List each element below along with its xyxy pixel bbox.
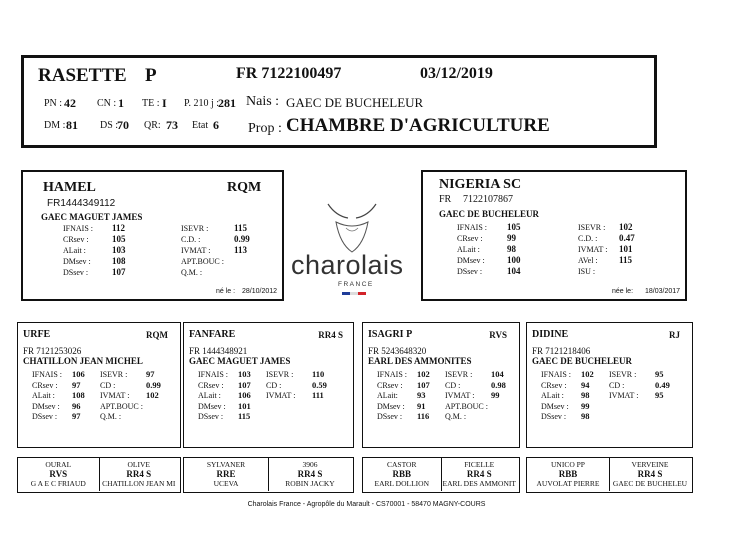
grandparent-stat-value: 101 — [238, 400, 251, 411]
dam-born-label: née le: — [612, 288, 634, 295]
sire-stat-value: 108 — [112, 256, 126, 266]
grandparent-stat-label: IFNAIS : — [32, 370, 63, 379]
animal-id: FR 7122100497 — [236, 65, 342, 82]
animal-header — [21, 55, 657, 148]
dam-stat-value: 101 — [619, 244, 633, 254]
sire-id: FR1444349112 — [47, 198, 116, 209]
grandparent-stat-value: 102 — [581, 369, 594, 379]
dam-breeder: GAEC DE BUCHELEUR — [439, 209, 540, 219]
great-grandparent-breeder: AUVOLAT PIERRE — [536, 479, 600, 488]
great-grandparent-cell — [527, 460, 609, 488]
grandparent-stat-label: IFNAIS : — [198, 370, 229, 379]
dam-born: 18/03/2017 — [645, 288, 681, 295]
te-value: I — [162, 96, 167, 110]
grandparent-card — [362, 322, 520, 448]
grandparent-breeder: GAEC DE BUCHELEUR — [532, 356, 633, 366]
grandparent-stat-value: 97 — [72, 379, 81, 390]
great-grandparent-cell — [268, 460, 352, 488]
sire-born: 28/10/2012 — [242, 288, 278, 295]
great-grandparent-cell — [99, 460, 180, 488]
ds-value: 70 — [117, 118, 129, 132]
grandparent-stat-label: ISEVR : — [266, 370, 294, 379]
sire-stat-label: DMsev : — [63, 257, 91, 266]
great-grandparent-rating: RBB — [392, 469, 411, 479]
grandparent-stat-value: 95 — [655, 390, 664, 400]
grandparent-id: FR 1444348921 — [189, 346, 248, 356]
grandparent-stat-value: 95 — [655, 369, 664, 379]
grandparent-stat-label: DSsev : — [198, 412, 224, 421]
grandparent-stat-label: CD : — [609, 380, 625, 390]
great-grandparent-name: UNICO PP — [551, 460, 585, 469]
great-grandparent-cell — [441, 460, 519, 488]
dam-stat-label: AVel : — [578, 256, 598, 265]
grandparent-stat-label: ISEVR : — [445, 370, 473, 379]
grandparent-stat-label: CRsev : — [541, 380, 567, 390]
grandparent-breeder: GAEC MAGUET JAMES — [189, 356, 291, 366]
grandparent-stat-value: 99 — [491, 390, 500, 400]
grandparent-stat-label: DMsev : — [377, 401, 405, 411]
grandparent-stat-value: 107 — [238, 379, 251, 390]
prop-label: Prop : — [248, 121, 282, 136]
grandparent-stat-label: APT.BOUC : — [100, 401, 143, 411]
sire-stat-label: APT.BOUC : — [181, 257, 224, 266]
grandparent-stat-value: 103 — [238, 369, 251, 379]
sire-stat-label: Q.M. : — [181, 268, 203, 277]
grandparent-rating: RJ — [669, 330, 680, 340]
dam-stat-label: CRsev : — [457, 234, 483, 243]
animal-sex: P — [145, 65, 157, 86]
ds-label: DS : — [100, 120, 119, 131]
sire-stat-value: 115 — [234, 223, 248, 233]
grandparent-stat-value: 93 — [417, 390, 426, 400]
grandparent-name: DIDINE — [532, 329, 569, 340]
great-grandparent-rating: RVS — [49, 469, 68, 479]
grandparent-rating: RR4 S — [318, 330, 343, 340]
dam-stat-label: IFNAIS : — [457, 223, 488, 232]
grandparent-stat-value: 99 — [581, 400, 590, 411]
dam-stat-label: ISEVR : — [578, 223, 606, 232]
pn-value: 42 — [64, 96, 76, 110]
sire-born-label: né le : — [216, 288, 236, 295]
grandparent-stat-label: CD : — [100, 380, 116, 390]
grandparent-stat-label: IVMAT : — [609, 391, 639, 400]
great-grandparent-name: CASTOR — [387, 460, 417, 469]
sire-stat-value: 105 — [112, 234, 126, 244]
grandparent-stat-value: 0.99 — [146, 379, 161, 390]
p210-label: P. 210 j : — [184, 98, 220, 109]
great-grandparent-cell — [609, 460, 691, 488]
dam-stat-value: 115 — [619, 255, 633, 265]
grandparent-stat-label: IFNAIS : — [377, 370, 408, 379]
grandparent-stat-label: IFNAIS : — [541, 370, 572, 379]
great-grandparent-cell — [18, 460, 99, 488]
grandparent-stat-value: 107 — [417, 379, 430, 390]
grandparent-stat-value: 0.49 — [655, 379, 670, 390]
sire-stat-value: 103 — [112, 245, 126, 255]
dam-stat-value: 104 — [507, 266, 521, 276]
sire-stat-label: IVMAT : — [181, 246, 211, 255]
grandparent-stat-value: 110 — [312, 369, 325, 379]
grandparent-stat-value: 108 — [72, 390, 85, 400]
great-grandparent-rating: RBB — [558, 469, 578, 479]
grandparent-name: FANFARE — [189, 329, 236, 340]
flag-stripe-icon — [342, 292, 366, 295]
grandparent-stat-label: APT.BOUC : — [445, 401, 488, 411]
dm-label: DM : — [44, 120, 66, 131]
dam-card — [421, 170, 687, 301]
dam-name: NIGERIA SC — [439, 177, 522, 192]
sire-stat-label: ISEVR : — [181, 224, 209, 233]
logo-country: FRANCE — [338, 281, 374, 288]
grandparent-stat-label: ALait : — [541, 391, 564, 400]
grandparent-stat-value: 0.98 — [491, 379, 506, 390]
grandparent-card — [183, 322, 354, 448]
great-grandparent-pair — [526, 457, 693, 493]
dam-stat-label: C.D. : — [578, 234, 598, 243]
dam-id-prefix: FR — [439, 194, 452, 205]
grandparent-stat-label: DMsev : — [198, 401, 226, 411]
dam-stat-label: IVMAT : — [578, 245, 608, 254]
grandparent-stat-label: ALait: — [377, 391, 398, 400]
grandparent-stat-value: 98 — [581, 411, 590, 421]
grandparent-id: FR 7121253026 — [23, 346, 82, 356]
sire-stat-value: 107 — [112, 267, 126, 277]
grandparent-stat-value: 104 — [491, 369, 504, 379]
charolais-logo — [290, 198, 414, 298]
sire-name: HAMEL — [43, 180, 96, 195]
grandparent-stat-label: ALait : — [32, 391, 55, 400]
dam-stat-label: DSsev : — [457, 267, 483, 276]
grandparent-rating: RVS — [489, 330, 507, 340]
grandparent-stat-value: 106 — [72, 369, 85, 379]
great-grandparent-pair — [183, 457, 354, 493]
great-grandparent-rating: RR4 S — [297, 469, 323, 479]
prop-value: CHAMBRE D'AGRICULTURE — [286, 115, 550, 136]
pn-label: PN : — [44, 98, 63, 109]
dam-stat-label: ALait : — [457, 245, 480, 254]
cn-value: 1 — [118, 96, 124, 110]
great-grandparent-name: 3906 — [302, 460, 318, 469]
grandparent-card — [17, 322, 181, 448]
grandparent-stat-value: 94 — [581, 379, 590, 390]
great-grandparent-breeder: GAEC DE BUCHELEU — [612, 479, 688, 488]
grandparent-stat-label: Q.M. : — [445, 412, 467, 421]
grandparent-card — [526, 322, 693, 448]
grandparent-stat-label: ISEVR : — [609, 370, 637, 379]
grandparent-stat-label: IVMAT : — [266, 391, 296, 400]
great-grandparent-cell — [184, 460, 268, 488]
dam-stat-value: 100 — [507, 255, 521, 265]
great-grandparent-name: OURAL — [45, 460, 72, 469]
grandparent-stat-label: DSsev : — [377, 412, 403, 421]
dam-stat-value: 102 — [619, 222, 633, 232]
sire-rating: RQM — [227, 180, 262, 195]
sire-stat-value: 113 — [234, 245, 248, 255]
great-grandparent-rating: RR4 S — [637, 469, 663, 479]
grandparent-stat-label: CRsev : — [377, 380, 403, 390]
grandparent-stat-label: ISEVR : — [100, 370, 128, 379]
grandparent-stat-value: 0.59 — [312, 379, 327, 390]
great-grandparent-breeder: CHATILLON JEAN MI — [102, 479, 176, 488]
grandparent-stat-value: 96 — [72, 400, 81, 411]
great-grandparent-cell — [363, 460, 441, 488]
dam-id: 7122107867 — [463, 194, 513, 205]
dam-stat-label: DMsev : — [457, 256, 485, 265]
great-grandparent-pair — [17, 457, 181, 493]
grandparent-stat-label: CD : — [445, 380, 461, 390]
dam-stat-value: 98 — [507, 244, 516, 254]
grandparent-stat-value: 102 — [146, 390, 159, 400]
te-label: TE : — [142, 98, 160, 109]
grandparent-stat-label: CD : — [266, 380, 282, 390]
qr-label: QR: — [144, 120, 161, 131]
great-grandparent-name: SYLVANER — [206, 460, 246, 469]
dam-stat-value: 0.47 — [619, 233, 635, 243]
great-grandparent-rating: RR4 S — [126, 469, 152, 479]
sire-stat-label: ALait : — [63, 246, 86, 255]
etat-label: Etat — [192, 120, 209, 131]
great-grandparent-name: VERVEINE — [631, 460, 669, 469]
sire-card — [21, 170, 284, 301]
cn-label: CN : — [97, 98, 117, 109]
great-grandparent-rating: RR4 S — [466, 469, 492, 479]
footer-address: Charolais France - Agropôle du Marault - CS70001 - 58470 MAGNY-COURS — [247, 501, 486, 508]
qr-value: 73 — [166, 118, 178, 132]
grandparent-stat-value: 116 — [417, 411, 430, 421]
grandparent-stat-label: DMsev : — [32, 401, 60, 411]
grandparent-stat-value: 97 — [72, 411, 81, 421]
grandparent-breeder: CHATILLON JEAN MICHEL — [23, 356, 143, 366]
great-grandparent-name: FICELLE — [464, 460, 495, 469]
animal-name: RASETTE — [38, 65, 127, 86]
grandparent-stat-label: Q.M. : — [100, 412, 122, 421]
sire-stat-value: 112 — [112, 223, 126, 233]
grandparent-stat-value: 111 — [312, 390, 324, 400]
grandparent-name: ISAGRI P — [368, 329, 413, 340]
dam-stat-label: ISU : — [578, 267, 596, 276]
grandparent-stat-label: CRsev : — [32, 380, 58, 390]
document-date: 03/12/2019 — [420, 65, 493, 82]
sire-stat-label: CRsev : — [63, 235, 89, 244]
grandparent-stat-value: 106 — [238, 390, 251, 400]
logo-word: charolais — [291, 250, 404, 280]
etat-value: 6 — [213, 118, 219, 132]
dm-value: 81 — [66, 118, 78, 132]
dam-stat-value: 105 — [507, 222, 521, 232]
grandparent-rating: RQM — [146, 330, 168, 340]
grandparent-stat-value: 97 — [146, 369, 155, 379]
grandparent-stat-label: IVMAT : — [445, 391, 475, 400]
great-grandparent-breeder: EARL DES AMMONIT — [442, 479, 516, 488]
sire-stat-label: C.D. : — [181, 235, 201, 244]
grandparent-stat-value: 91 — [417, 400, 426, 411]
nais-label: Nais : — [246, 94, 280, 109]
grandparent-name: URFE — [23, 329, 51, 340]
great-grandparent-rating: RRE — [216, 469, 236, 479]
great-grandparent-pair — [362, 457, 520, 493]
dam-stat-value: 99 — [507, 233, 516, 243]
grandparent-stat-label: DMsev : — [541, 401, 569, 411]
sire-stat-label: IFNAIS : — [63, 224, 94, 233]
grandparent-stat-value: 102 — [417, 369, 430, 379]
grandparent-id: FR 7121218406 — [532, 346, 591, 356]
grandparent-stat-value: 98 — [581, 390, 590, 400]
great-grandparent-name: OLIVE — [127, 460, 150, 469]
nais-value: GAEC DE BUCHELEUR — [286, 95, 424, 110]
grandparent-stat-label: DSsev : — [541, 412, 567, 421]
grandparent-id: FR 5243648320 — [368, 346, 427, 356]
grandparent-stat-label: IVMAT : — [100, 391, 130, 400]
sire-stat-value: 0.99 — [234, 234, 250, 244]
great-grandparent-breeder: EARL DOLLION — [374, 479, 429, 488]
great-grandparent-breeder: G A E C FRIAUD — [30, 479, 86, 488]
grandparent-stat-label: DSsev : — [32, 412, 58, 421]
grandparent-stat-label: CRsev : — [198, 380, 224, 390]
grandparent-breeder: EARL DES AMMONITES — [368, 356, 472, 366]
great-grandparent-breeder: UCEVA — [213, 479, 239, 488]
p210-value: 281 — [218, 96, 236, 110]
sire-breeder: GAEC MAGUET JAMES — [41, 212, 143, 222]
grandparent-stat-value: 115 — [238, 411, 251, 421]
great-grandparent-breeder: ROBIN JACKY — [285, 479, 335, 488]
bull-head-icon — [290, 198, 414, 256]
sire-stat-label: DSsev : — [63, 268, 89, 277]
grandparent-stat-label: ALait : — [198, 391, 221, 400]
